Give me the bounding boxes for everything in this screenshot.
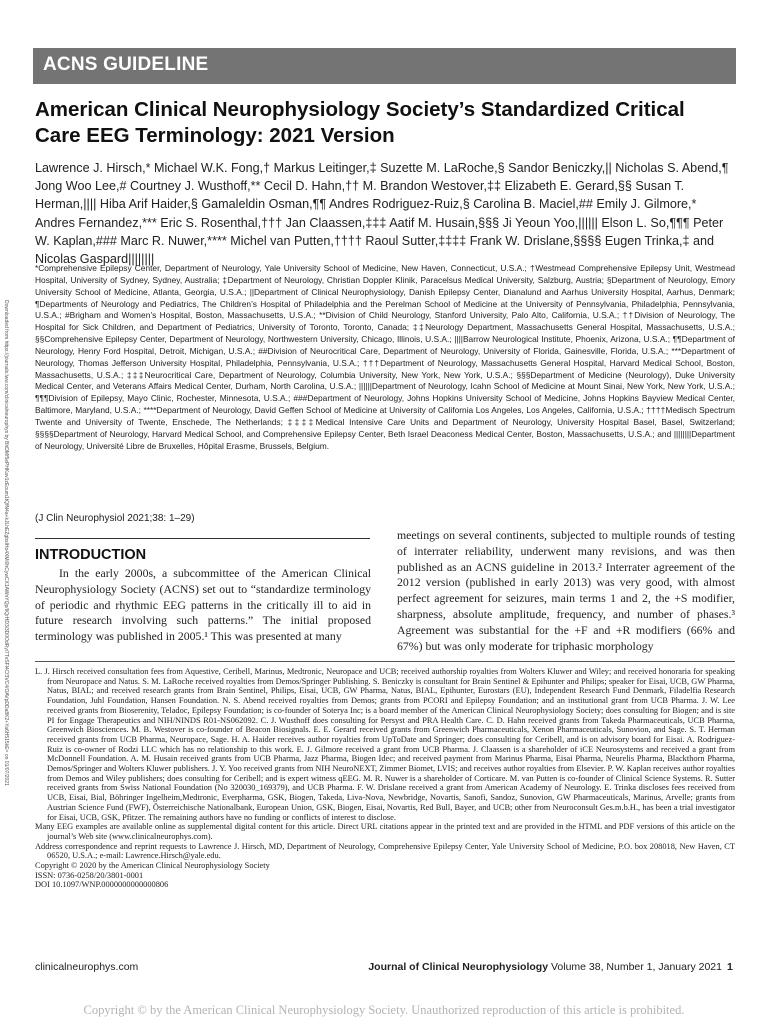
footnote-supplemental: Many EEG examples are available online as supplemental digital content for this article. Direct URL citations appear in the printed text and are provided in the HTML and PDF versions of this article on the journal’s Web site (www.clinicalneurophys.com). <box>35 822 735 841</box>
section-banner <box>33 48 736 84</box>
body-paragraph-left: In the early 2000s, a subcommittee of the American Clinical Neurophysiology Society (ACNS) set out to “standardize terminology of periodic and rhythmic EEG patterns in the critically ill to aid in future research involving such patterns.” The initial proposed terminology was published in 2005.¹ This was presented at many <box>35 566 371 644</box>
footnote-doi: DOI 10.1097/WNP.0000000000000806 <box>35 880 169 890</box>
footnote-divider <box>35 661 735 662</box>
banner-label: ACNS GUIDELINE <box>43 54 209 75</box>
article-title: American Clinical Neurophysiology Society’s Standardized Critical Care EEG Terminology: 2021 Version <box>35 98 685 147</box>
section-divider <box>35 538 370 539</box>
page-number: 1 <box>727 961 733 973</box>
footer-website: clinicalneurophys.com <box>35 961 139 973</box>
download-watermark <box>0 300 18 786</box>
body-paragraph-right: meetings on several continents, subjected to multiple rounds of testing of interrater reliability, underwent many revisions, and was then published as an ACNS guideline in 2013.² Interrater agreement of the 2012 version (published in early 2013) was very good, with almost perfect agreement for seizures, main terms 1 and 2, the +S modifier, sharpness, absolute amplitude, frequency, and number of phases.³ Agreement was substantial for the +F and +R modifiers (66% and 67%) but was only moderate for triphasic morphology <box>397 528 735 653</box>
journal-citation: (J Clin Neurophysiol 2021;38: 1–29) <box>35 513 195 524</box>
footer-journal-info <box>330 961 722 973</box>
copyright-notice: Copyright © by the American Clinical Neurophysiology Society. Unauthorized reproduction of this article is prohibited. <box>83 1003 685 1017</box>
footnote-copyright: Copyright © 2020 by the American Clinical Neurophysiology Society <box>35 861 270 871</box>
affiliations: *Comprehensive Epilepsy Center, Department of Neurology, Yale University School of Medicine, New Haven, Connecticut, U.S.A.; †Westmead Comprehensive Epilepsy Unit, Westmead Hospital, University of Sydney, Sydney, Australia; ‡Department of Neurology, Christian Doppler Klinik, Paracelsus Medical University, Salzburg, Austria; §Department of Neurology, Emory University School of Medicine, Atlanta, Georgia, U.S.A.; ||Department of Clinical Neurophysiology, Danish Epilepsy Center, Dianalund and Aarhus University Hospital, Aarhus, Denmark; ¶Departments of Neurology and Pediatrics, The Children’s Hospital of Philadelphia and the Perelman School of Medicine at the University of Pennsylvania, Philadelphia, Pennsylvania, U.S.A.; #Brigham and Women’s Hospital, Boston, Massachusetts, U.S.A.; **Division of Child Neurology, Stanford University, Palo Alto, California, U.S.A.; ††Division of Neurology, The Hospital for Sick Children, and Department of Pediatrics, University of Toronto, Toronto, Canada; ‡‡Neurology Department, Massachusetts General Hospital, Massachusetts, U.S.A.; §§Comprehensive Epilepsy Center, Department of Neurology, Northwestern University, Chicago, Illinois, U.S.A.; ||||Barrow Neurological Institute, Phoenix, Arizona, U.S.A.; ¶¶Department of Neurology, Henry Ford Hospital, Detroit, Michigan, U.S.A.; ##Division of Neurocritical Care, Department of Neurology, University of Florida, Gainesville, Florida, U.S.A.; ***Department of Neurology, Thomas Jefferson University Hospital, Philadelphia, Pennsylvania, U.S.A.; †††Department of Neurology, Massachusetts General Hospital, Harvard Medical School, Boston, Massachusetts, U.S.A.; ‡‡‡Neurocritical Care, Department of Neurology, Columbia University, New York, New York, U.S.A.; §§§Department of Medicine (Neurology), Duke University Medical Center, and Veterans Affairs Medical Center, Durham, North Carolina, U.S.A.; ||||||Department of Neurology, Icahn School of Medicine at Mount Sinai, New York, New York, U.S.A.; ¶¶¶Division of Epilepsy, Mayo Clinic, Rochester, Minnesota, U.S.A.; ###Department of Neurology, Johns Hopkins University School of Medicine, Johns Hopkins Bayview Medical Center, Baltimore, Maryland, U.S.A.; ****Department of Neurology, David Geffen School of Medicine at University of California Los Angeles, Los Angeles, California, U.S.A.; ††††Medisch Spectrum Twente and University of Twente, Enschede, The Netherlands; ‡‡‡‡Medical Intensive Care Units and Department of Neurology, University Hospital Basel, Basel, Switzerland; §§§§Department of Neurology, Harvard Medical School, and Comprehensive Epilepsy Center, Beth Israel Deaconess Medical Center, Boston, Massachusetts, U.S.A.; and ||||||||Department of Neurology, Université Libre de Bruxelles, Hôpital Erasme, Brussels, Belgium. <box>35 263 735 451</box>
footnote-correspondence: Address correspondence and reprint requests to Lawrence J. Hirsch, MD, Department of Neurology, Comprehensive Epilepsy Center, Yale University School of Medicine, P.O. box 208018, New Haven, CT 06520, U.S.A.; e-mail: Lawrence.Hirsch@yale.edu. <box>35 841 735 861</box>
author-list: Lawrence J. Hirsch,* Michael W.K. Fong,† Markus Leitinger,‡ Suzette M. LaRoche,§ Sandor Beniczky,|| Nicholas S. Abend,¶ Jong Woo Lee,# Courtney J. Wusthoff,** Cecil D. Hahn,†† M. Brandon Westover,‡‡ Elizabeth E. Gerard,§§ Susan T. Herman,|||| Hiba Arif Haider,§ Gamaleldin Osman,¶¶ Andres Rodriguez-Ruiz,§ Carolina B. Maciel,## Emily J. Gilmore,* Andres Fernandez,*** Eric S. Rosenthal,††† Jan Claassen,‡‡‡ Aatif M. Husain,§§§ Ji Yeoun Yoo,|||||| Elson L. So,¶¶¶ Peter W. Kaplan,### Marc R. Nuwer,**** Michel van Putten,†††† Raoul Sutter,‡‡‡‡ Frank W. Drislane,§§§§ Eugen Trinka,‡ and Nicolas Gaspard|||||||| <box>35 161 729 267</box>
footnote-issn: ISSN: 0736-0258/20/3801-0001 <box>35 870 144 880</box>
download-watermark-text: Downloaded from https://journals.lww.com/clinicalneurophys by BhDMf5ePHKav1zEoum1tQfN4a+kJLhEZgbsIHo4XMi0hCywCX1AWnYQp/IlQrHD3i3D0OdRyi7TvSFl4Cf3VC4/OAVpDDa8K2+Ya6H515kE= on 01/07/2021 <box>3 300 9 786</box>
section-heading-introduction: INTRODUCTION <box>35 547 147 563</box>
footnote-disclosures: L. J. Hirsch received consultation fees from Aquestive, Ceribell, Marinus, Medtronic, Neuropace and UCB; received authorship royalties from Wolters Kluwer and Wiley; and received honoraria for speaking from Neuropace and Natus. S. M. LaRoche received royalties from Demos/Springer Publishing. S. Beniczky is consultant for Brain Sentinel & Epihunter and Philips; speaker for Eisai, UCB, GW Pharma, Natus, BIAL; and received research grants from Brain Sentinel, Philips, Eisai, UCB, GW Pharma, Natus, BIAL, Epihunter, Eurostars (EU), Independent Research Fund Denmark, Filadelfia Research Foundation, Juhl Foundation, Hansen Foundation. N. S. Abend received royalties from Demos; grants from PCORI and Epilepsy Foundation; and an institutional grant from UCB Pharma. J. W. Lee received grants from Bioserenity, Teladoc, Epilepsy Foundation; is co-founder of Soterya Inc; is a board member of the American Clinical Neurophysiology Society; does consulting for Biogen; and is site PI for Engage Therapeutics and NIH/NINDS R01-NS062092. C. J. Wusthoff does consulting for Persyst and PRA Health Care. C. D. Hahn received grants from Takeda Pharmaceuticals, UCB Pharma, Greenwich Biosciences. M. B. Westover is co-founder of Beacon Biosignals. E. E. Gerard received grants from Greenwich Pharmaceuticals, Xenon Pharmaceuticals, Sunovion, and Sage. S. T. Herman received grants from UCB Pharma, Neuropace, Sage. H. A. Haider receives author royalties from UpToDate and Springer; does consulting for Ceribell, and is on advisory board for Eisai. A. Rodriguez-Ruiz is co-owner of Rodzi LLC which has no relationship to this work. E. J. Gilmore received a grant from UCB Pharma. J. Claassen is a shareholder of iCE Neurosystems and received a grant from McDonnell Foundation. A. M. Husain received grants from UCB Pharma, Jazz Pharma, Biogen Idec; and received payment from Marinus Pharma, Eisai Pharma, Neurelis Pharma, Blackthorn Pharma, Demos/Springer and Wolters Kluwer publishers. J. Y. Yoo received grants from NIH NeuroNEXT, Zimmer Biomet, LVIS; and receives author royalties from Elsevier. P. W. Kaplan receives author royalties from Demos and Wiley publishers; does consulting for Ceribell; and is expert witness qEEG. M. R. Nuwer is a shareholder of Corticare. M. van Putten is co-founder of Clinical Science Systems. R. Sutter received grants from Swiss National Foundation (No 320030_169379), and UCB Pharma. F. W. Drislane received a grant from American Academy of Neurology. E. Trinka discloses fees received from UCB, Eisai, Bial, Böhringer Ingelheim,Medtronic, Everpharma, GSK, Biogen, Takeda, Liva-Nova, Newbridge, Novartis, Sanofi, Sandoz, Sunovion, GW Pharmaceuticals, Marinus, Arvelle; grants from Austrian Science Fund (FWF), Österreichische Nationalbank, European Union, GSK, Biogen, Eisai, Novartis, Red Bull, Bayer, and UCB; other from Neuroconsult Ges.m.b.H., has been a trial investigator for Eisai, UCB, GSK, Pfitzer. The remaining authors have no funding or conflicts of interest to disclose. <box>35 667 735 822</box>
footer-journal-name: Journal of Clinical Neurophysiology <box>368 961 549 973</box>
footnotes <box>35 667 735 890</box>
footer-volume: Volume 38, Number 1, January 2021 <box>550 961 722 973</box>
